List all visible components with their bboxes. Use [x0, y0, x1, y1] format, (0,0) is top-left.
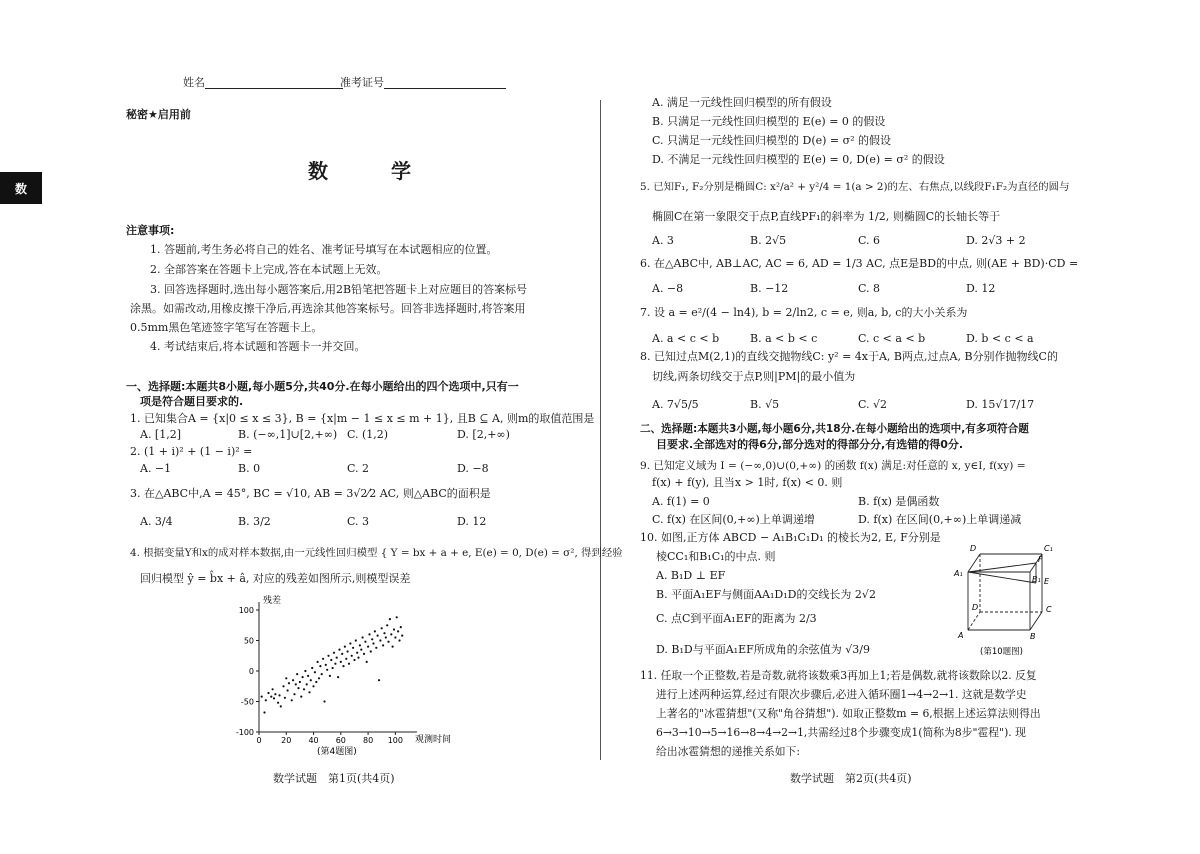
q10-option-d: D. B₁D与平面A₁EF所成角的余弦值为 √3/9 [656, 643, 870, 656]
name-blank [205, 77, 343, 89]
data-point [323, 700, 325, 702]
data-point [274, 693, 276, 695]
question-8-cont: 切线,两条切线交于点P,则|PM|的最小值为 [652, 370, 856, 383]
data-point [296, 673, 298, 675]
q2-option-a: A. −1 [140, 462, 172, 475]
question-8: 8. 已知过点M(2,1)的直线交抛物线C: y² = 4x于A, B两点,过点A, B分别作抛物线C的 [640, 350, 1058, 363]
data-point [394, 636, 396, 638]
data-point [319, 665, 321, 667]
data-point [382, 644, 384, 646]
data-point [387, 641, 389, 643]
data-point [364, 641, 366, 643]
data-point [360, 649, 362, 651]
question-3: 3. 在△ABC中,A = 45°, BC = √10, AB = 3√2⁄2 AC, 则△ABC的面积是 [130, 487, 491, 500]
label-B: B [1030, 632, 1036, 641]
q2-option-b: B. 0 [238, 462, 261, 475]
notice-line: 0.5mm黑色笔迹签字笔写在答题卡上。 [130, 321, 323, 334]
question-9-cont: f(x) + f(y), 且当x > 1时, f(x) < 0. 则 [652, 476, 843, 489]
data-point [333, 652, 335, 654]
data-point [317, 661, 319, 663]
data-point [337, 676, 339, 678]
id-field-label [340, 74, 506, 90]
data-point [273, 697, 275, 699]
data-point [375, 647, 377, 649]
q8-option-c: C. √2 [858, 398, 888, 411]
q6-option-c: C. 8 [858, 282, 881, 295]
y-tick-label: -100 [235, 728, 254, 737]
q10-option-b: B. 平面A₁EF与侧面AA₁D₁D的交线长为 2√2 [656, 588, 876, 601]
q9-option-a: A. f(1) = 0 [652, 495, 710, 508]
data-point [363, 653, 365, 655]
label-A: A [958, 631, 964, 640]
data-point [348, 663, 350, 665]
q7-option-d: D. b < c < a [966, 332, 1034, 345]
chart-ylabel: 残差 [263, 596, 282, 606]
data-point [390, 633, 392, 635]
q9-option-d: D. f(x) 在区间(0,+∞)上单调递减 [858, 513, 1022, 526]
x-tick-label: 20 [281, 736, 292, 745]
question-11-line: 6→3→10→5→16→8→4→2→1,共需经过8个步骤变成1(简称为8步"雹程"). 现 [656, 726, 1026, 739]
q3-option-b: B. 3/2 [238, 515, 271, 528]
data-point [288, 682, 290, 684]
data-point [372, 642, 374, 644]
q5-option-a: A. 3 [652, 234, 674, 247]
q6-option-a: A. −8 [652, 282, 684, 295]
x-tick-label: 40 [308, 736, 319, 745]
q4-option-b: B. 只满足一元线性回归模型的 E(e) = 0 的假设 [652, 115, 886, 128]
data-point [326, 669, 328, 671]
data-point [389, 618, 391, 620]
question-10-cont: 棱CC₁和B₁C₁的中点. 则 [656, 550, 776, 563]
data-point [285, 677, 287, 679]
data-point [261, 696, 263, 698]
data-point [311, 667, 313, 669]
data-point [318, 677, 320, 679]
data-point [352, 647, 354, 649]
q8-option-d: D. 15√17/17 [966, 398, 1035, 411]
data-point [383, 632, 385, 634]
data-point [322, 658, 324, 660]
q2-option-d: D. −8 [457, 462, 489, 475]
label-D: D [972, 603, 979, 612]
data-point [336, 657, 338, 659]
data-point [321, 673, 323, 675]
cube-caption: (第10题图) [980, 647, 1023, 657]
q6-option-b: B. −12 [750, 282, 789, 295]
data-point [265, 699, 267, 701]
y-tick-label: 50 [243, 636, 254, 646]
data-point [342, 665, 344, 667]
data-point [368, 633, 370, 635]
data-point [338, 649, 340, 651]
question-11-line: 进行上述两种运算,经过有限次步骤后,必进入循环圈1→4→2→1. 这就是数学史 [656, 688, 1027, 701]
q9-option-b: B. f(x) 是偶函数 [858, 495, 940, 508]
data-point [304, 670, 306, 672]
label-C1: C₁ [1044, 544, 1053, 553]
section1-heading-cont: 项是符合题目要求的. [140, 395, 244, 408]
q9-option-c: C. f(x) 在区间(0,+∞)上单调递增 [652, 513, 815, 526]
x-tick-label: 60 [335, 736, 346, 745]
y-tick-label: -50 [240, 697, 254, 707]
label-D1: D [970, 544, 977, 553]
data-point [344, 646, 346, 648]
question-4-cont: 回归模型 ŷ = b̂x + â, 对应的残差如图所示,则模型误差 [140, 572, 411, 585]
data-point [367, 646, 369, 648]
data-point [282, 685, 284, 687]
q2-option-c: C. 2 [347, 462, 370, 475]
data-point [330, 659, 332, 661]
data-point [386, 624, 388, 626]
data-point [315, 681, 317, 683]
page-footer-right: 数学试题 第2页(共4页) [790, 772, 912, 785]
cube-edges [968, 554, 1042, 630]
page-footer-left: 数学试题 第1页(共4页) [273, 772, 395, 785]
data-point [284, 697, 286, 699]
y-tick-label: 0 [248, 667, 254, 676]
data-point [329, 675, 331, 677]
q1-option-d: D. [2,+∞) [457, 428, 510, 441]
label-A1: A₁ [954, 569, 963, 578]
label-C: C [1046, 605, 1052, 614]
question-7: 7. 设 a = e²/(4 − ln4), b = 2/ln2, c = e, 则a, b, c的大小关系为 [640, 306, 968, 319]
chart-xlabel: 观测时间 [415, 735, 452, 745]
column-divider [600, 100, 601, 760]
data-point [293, 693, 295, 695]
notice-line: 1. 答题前,考生务必将自己的姓名、准考证号填写在本试题相应的位置。 [150, 243, 498, 256]
data-point [378, 679, 380, 681]
data-point [291, 699, 293, 701]
question-11-line: 给出冰雹猜想的递推关系如下: [656, 745, 800, 758]
data-point [300, 696, 302, 698]
q7-option-a: A. a < c < b [652, 332, 720, 345]
data-point [334, 663, 336, 665]
cube-hidden-edges [968, 554, 1042, 630]
data-point [340, 661, 342, 663]
data-point [355, 639, 357, 641]
q5-option-b: B. 2√5 [750, 234, 787, 247]
data-point [297, 687, 299, 689]
data-point [396, 616, 398, 618]
label-B1: B₁ [1032, 575, 1041, 584]
question-5-cont: 椭圆C在第一象限交于点P,直线PF₁的斜率为 1/2, 则椭圆C的长轴长等于 [652, 210, 1001, 223]
data-point [302, 676, 304, 678]
data-point [295, 683, 297, 685]
q8-option-b: B. √5 [750, 398, 780, 411]
data-point [370, 650, 372, 652]
q10-option-a: A. B₁D ⊥ EF [656, 569, 726, 582]
residual-scatter-chart [225, 590, 465, 758]
question-4: 4. 根据变量Y和x的成对样本数据,由一元线性回归模型 { Y = bx + a + e, E(e) = 0, D(e) = σ², 得到经验 [130, 547, 623, 559]
data-point [385, 636, 387, 638]
section1-heading: 一、选择题:本题共8小题,每小题5分,共40分.在每小题给出的四个选项中,只有一 [126, 380, 519, 393]
data-point [277, 702, 279, 704]
q4-option-a: A. 满足一元线性回归模型的所有假设 [652, 96, 832, 109]
data-point [306, 683, 308, 685]
chart-points [261, 616, 404, 713]
label-F: F [1038, 555, 1043, 564]
page-title: 数 学 [308, 159, 439, 183]
data-point [349, 642, 351, 644]
q1-option-a: A. [1,2] [140, 428, 182, 441]
notice-line: 3. 回答选择题时,选出每小题答案后,用2B铅笔把答题卡上对应题目的答案标号 [150, 283, 528, 296]
notice-line: 涂黑。如需改动,用橡皮擦干净后,再选涂其他答案标号。回答非选择题时,将答案用 [130, 302, 526, 315]
q4-option-d: D. 不满足一元线性回归模型的 E(e) = 0, D(e) = σ² 的假设 [652, 153, 945, 166]
data-point [303, 688, 305, 690]
data-point [398, 639, 400, 641]
data-point [308, 691, 310, 693]
label-E: E [1044, 577, 1050, 586]
data-point [359, 644, 361, 646]
data-point [312, 685, 314, 687]
q3-option-a: A. 3/4 [140, 515, 173, 528]
data-point [310, 679, 312, 681]
data-point [374, 630, 376, 632]
data-point [278, 694, 280, 696]
data-point [351, 655, 353, 657]
data-point [267, 692, 269, 694]
data-point [314, 671, 316, 673]
notice-line: 4. 考试结束后,将本试题和答题卡一并交回。 [150, 340, 366, 353]
data-point [366, 661, 368, 663]
data-point [362, 636, 364, 638]
data-point [397, 630, 399, 632]
name-field-label [183, 74, 343, 90]
section2-heading: 二、选择题:本题共3小题,每小题6分,共18分.在每小题给出的选项中,有多项符合题 [640, 423, 1029, 435]
q1-option-b: B. (−∞,1]∪[2,+∞) [238, 428, 338, 441]
data-point [371, 638, 373, 640]
data-point [377, 635, 379, 637]
data-point [332, 667, 334, 669]
data-point [356, 652, 358, 654]
question-5: 5. 已知F₁, F₂分别是椭圆C: x²/a² + y²/4 = 1(a > 2)的左、右焦点,以线段F₁F₂为直径的圆与 [640, 181, 1070, 193]
name-label: 姓名 [183, 76, 205, 89]
q5-option-d: D. 2√3 + 2 [966, 234, 1026, 247]
x-tick-label: 100 [387, 736, 404, 745]
subject-tab: 数 [0, 172, 42, 204]
data-point [263, 711, 265, 713]
chart-axes [236, 602, 417, 745]
question-9: 9. 已知定义域为 I = (−∞,0)∪(0,+∞) 的函数 f(x) 满足:对任意的 x, y∈I, f(xy) = [640, 460, 1026, 472]
data-point [280, 705, 282, 707]
data-point [357, 657, 359, 659]
data-point [327, 655, 329, 657]
data-point [272, 688, 274, 690]
q1-option-c: C. (1,2) [347, 428, 389, 441]
q4-option-c: C. 只满足一元线性回归模型的 D(e) = σ² 的假设 [652, 134, 892, 147]
data-point [401, 635, 403, 637]
x-tick-label: 0 [256, 736, 262, 745]
question-2: 2. (1 + i)² + (1 − i)² = [130, 445, 253, 458]
question-11-line: 上著名的"冰雹猜想"(又称"角谷猜想"). 如取正整数m = 6,根据上述运算法则得出 [656, 707, 1041, 720]
question-10: 10. 如图,正方体 ABCD − A₁B₁C₁D₁ 的棱长为2, E, F分别是 [640, 531, 941, 544]
cube-figure [950, 540, 1060, 658]
section2-heading-cont: 目要求.全部选对的得6分,部分选对的得部分分,有选错的得0分. [656, 438, 964, 451]
q8-option-a: A. 7√5/5 [652, 398, 699, 411]
data-point [299, 681, 301, 683]
q7-option-c: C. c < a < b [858, 332, 926, 345]
data-point [287, 689, 289, 691]
data-point [381, 627, 383, 629]
id-blank [384, 77, 506, 89]
secret-mark: 秘密★启用前 [126, 108, 191, 121]
data-point [325, 664, 327, 666]
data-point [345, 658, 347, 660]
data-point [393, 628, 395, 630]
data-point [292, 679, 294, 681]
data-point [353, 659, 355, 661]
question-6: 6. 在△ABC中, AB⊥AC, AC = 6, AD = 1/3 AC, 点E是BD的中点, 则(AE + BD)·CD = [640, 257, 1079, 270]
q3-option-d: D. 12 [457, 515, 487, 528]
q10-option-c: C. 点C到平面A₁EF的距离为 2/3 [656, 612, 817, 625]
data-point [341, 653, 343, 655]
data-point [307, 675, 309, 677]
data-point [379, 639, 381, 641]
x-tick-label: 80 [362, 736, 374, 745]
q3-option-c: C. 3 [347, 515, 370, 528]
question-1: 1. 已知集合A = {x|0 ≤ x ≤ 3}, B = {x|m − 1 ≤ x ≤ m + 1}, 且B ⊆ A, 则m的取值范围是 [130, 412, 595, 425]
notice-heading: 注意事项: [126, 224, 175, 237]
q7-option-b: B. a < b < c [750, 332, 818, 345]
data-point [392, 646, 394, 648]
q5-option-c: C. 6 [858, 234, 881, 247]
data-point [400, 626, 402, 628]
chart-caption: (第4题图) [317, 747, 357, 757]
notice-line: 2. 全部答案在答题卡上完成,答在本试题上无效。 [150, 263, 388, 276]
question-11-line: 11. 任取一个正整数,若是奇数,就将该数乘3再加上1;若是偶数,就将该数除以2. 反复 [640, 669, 1037, 682]
data-point [270, 696, 272, 698]
q6-option-d: D. 12 [966, 282, 996, 295]
id-label: 准考证号 [340, 76, 384, 89]
y-tick-label: 100 [238, 606, 254, 615]
data-point [347, 650, 349, 652]
